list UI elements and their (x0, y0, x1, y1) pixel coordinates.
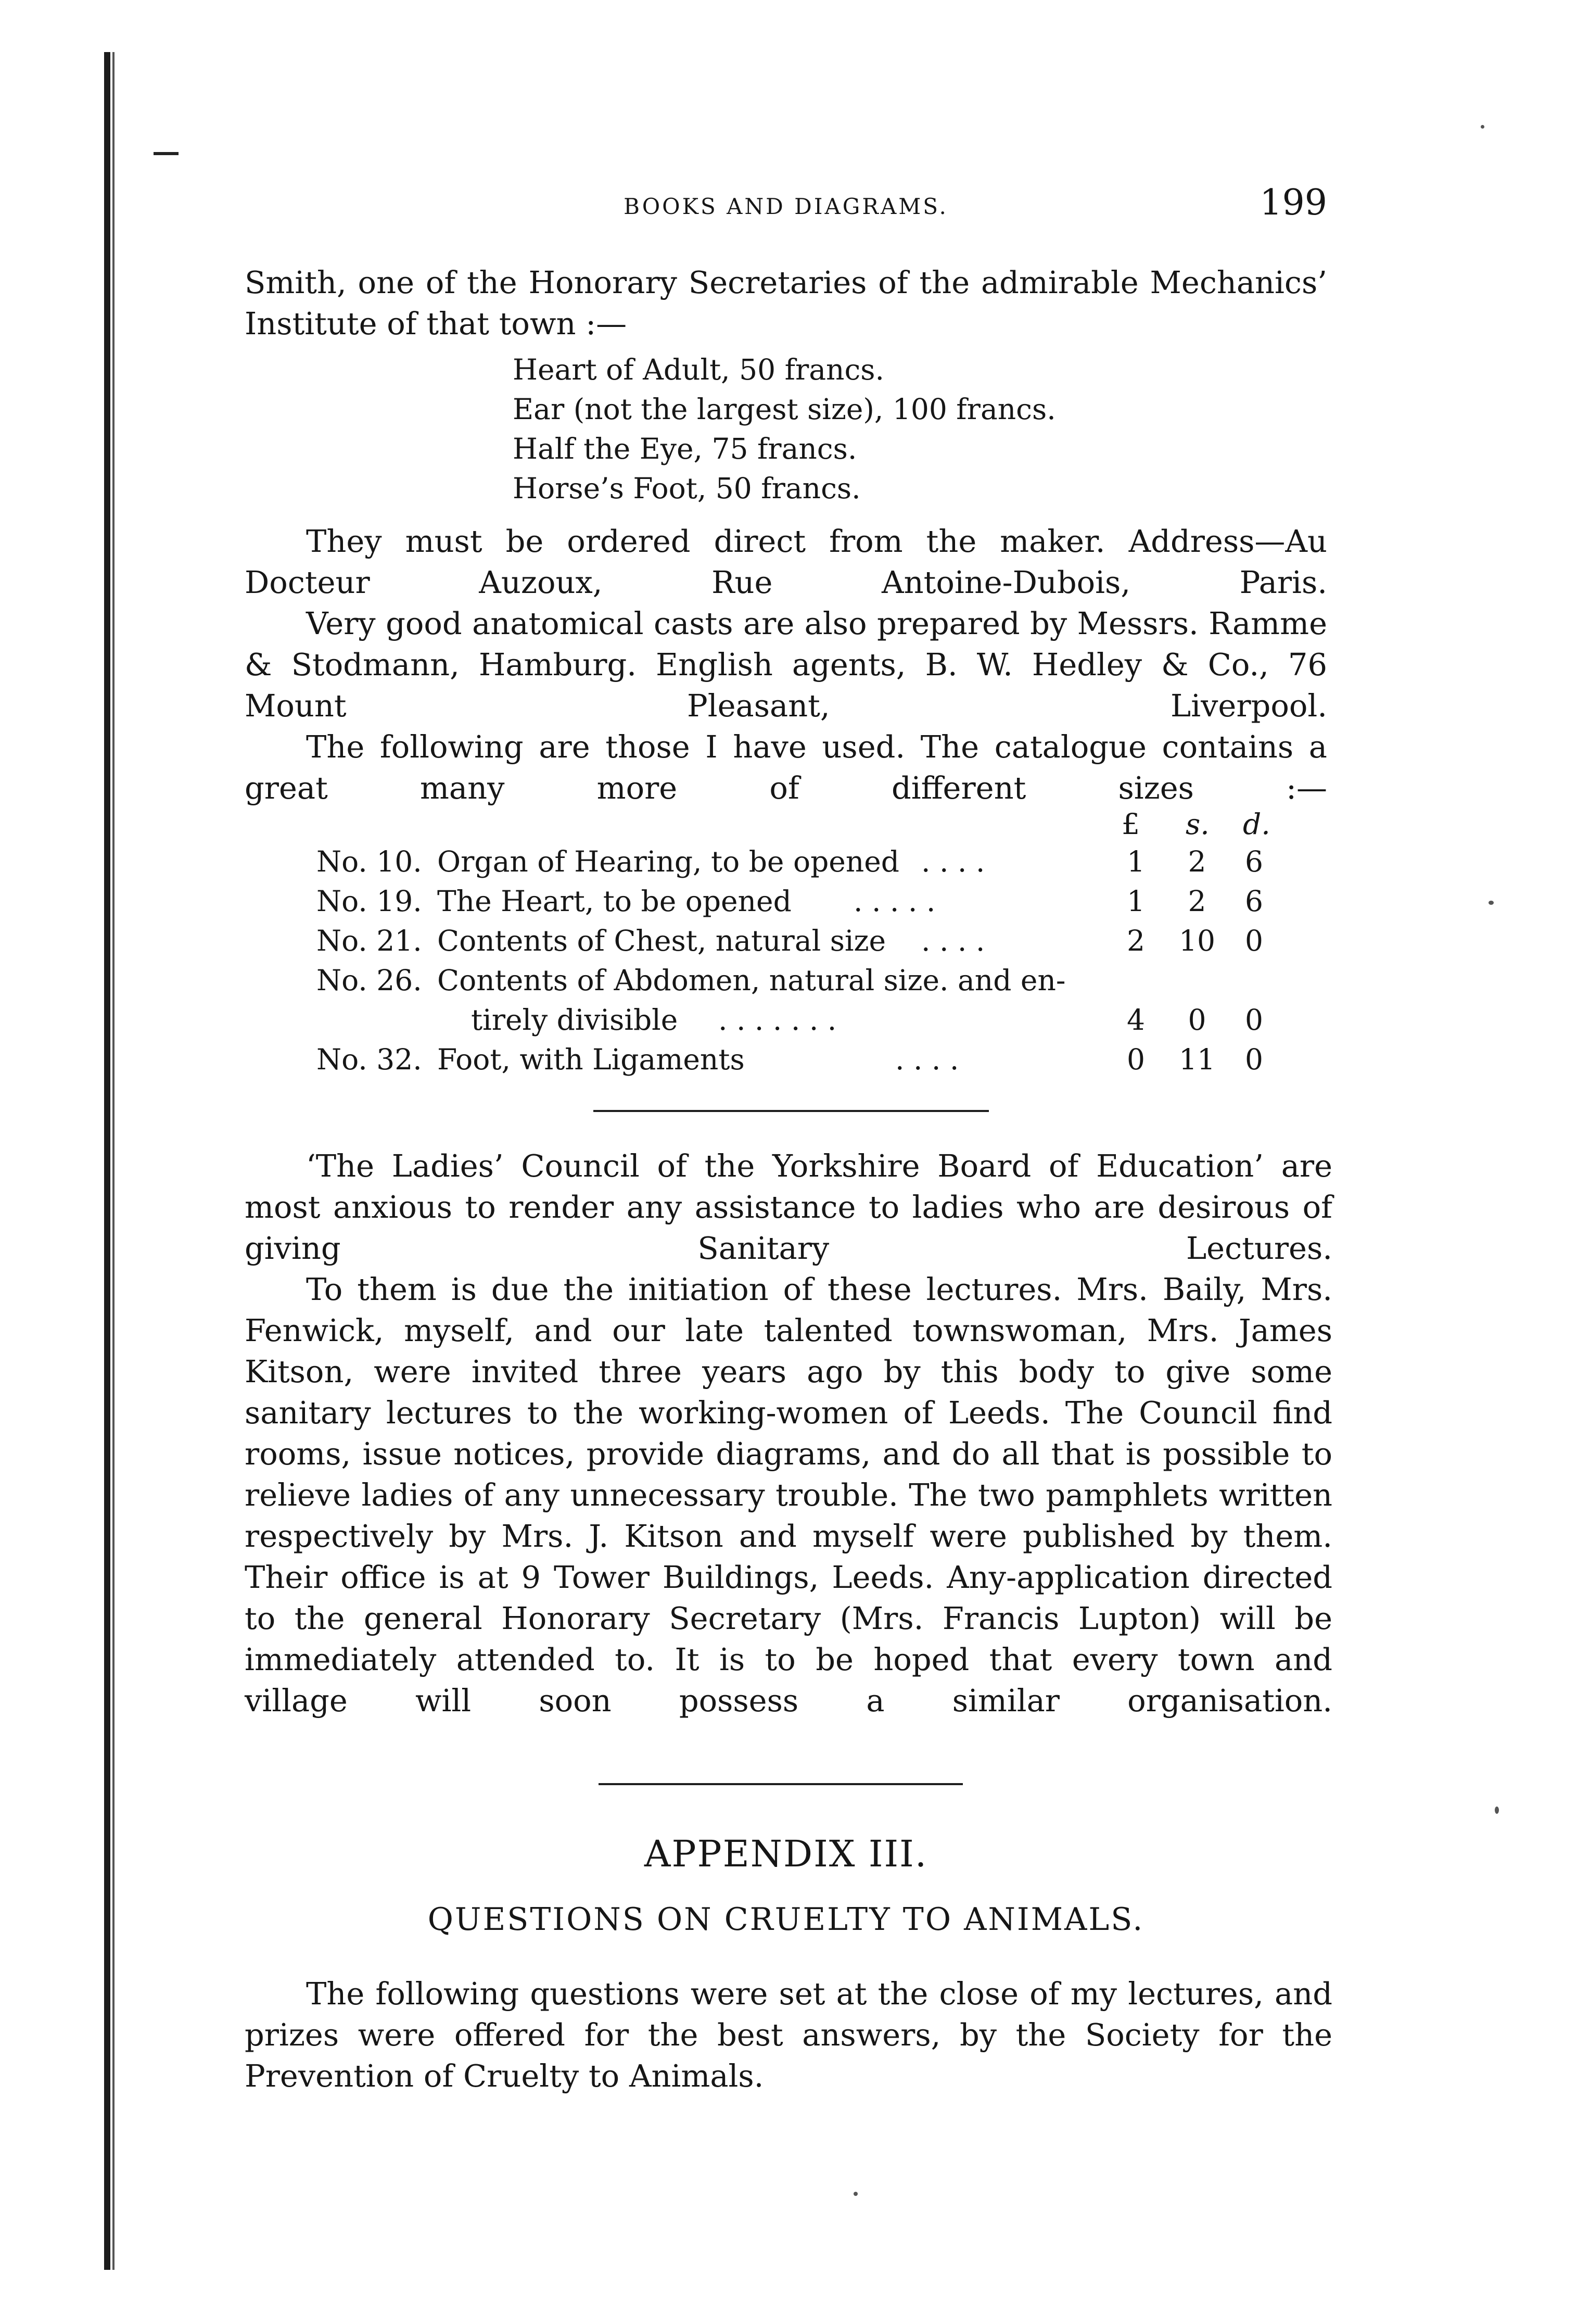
table-row-shillings: 2 (1188, 885, 1206, 918)
table-row-pounds: 1 (1127, 845, 1145, 878)
appendix-divider (599, 1783, 963, 1785)
intro-paragraph (245, 262, 1327, 344)
table-row-desc: The Heart, to be opened (437, 885, 792, 918)
table-row-shillings: 10 (1179, 924, 1215, 957)
table-row-desc: Organ of Hearing, to be opened (437, 845, 900, 878)
table-row-no: No. 19. (316, 885, 422, 918)
section-divider (593, 1110, 989, 1112)
intro-line-1: Smith, one of the Honorary Secretaries of the admirable Mechanics’ (245, 264, 1327, 300)
intro-line-2: Institute of that town :— (245, 306, 627, 342)
table-row-pence: 6 (1245, 885, 1263, 918)
page-number: 199 (1260, 182, 1327, 223)
auzoux-model-list (513, 350, 1056, 508)
running-head: BOOKS AND DIAGRAMS. (624, 194, 948, 219)
scan-speck (1495, 1807, 1499, 1814)
scan-speck (854, 2192, 858, 2196)
model-item: Half the Eye, 75 francs. (513, 432, 857, 465)
table-row-leaders: . . . . (921, 924, 985, 957)
table-row-pence: 6 (1245, 845, 1263, 878)
page-header (245, 182, 1327, 245)
casts-paragraph: Very good anatomical casts are also prepared by Messrs. Ramme & Stodmann, Hamburg. English agents, B. W. Hedley & Co., 76 Mount Pleasant, Liverpool. (245, 605, 1327, 724)
header-pounds: £ (1122, 807, 1140, 841)
table-row-no: No. 32. (316, 1043, 422, 1076)
table-row-no: No. 10. (316, 845, 422, 878)
header-pence: d. (1243, 807, 1270, 841)
binding-edge (104, 52, 110, 2270)
appendix-intro (245, 1973, 1332, 2096)
appendix-title: APPENDIX III. (644, 1833, 928, 1875)
ladies-council-paragraph-2: To them is due the initiation of these lectures. Mrs. Baily, Mrs. Fenwick, myself, and our late talented townswoman, Mrs. James Kitson, were invited three years ago by this body to give some sanitary lectures to the working-women of Leeds. The Council find rooms, issue notices, provide diagrams, and do all that is possible to relieve ladies of any unnecessary trouble. The two pamphlets written respectively by Mrs. J. Kitson and myself were published by them. Their office is at 9 Tower Buildings, Leeds. Any-application directed to the general Honorary Secretary (Mrs. Francis Lupton) will be immediately attended to. It is to be hoped that every town and village will soon possess a similar organisation. (245, 1271, 1332, 1719)
table-row-desc: Foot, with Ligaments (437, 1043, 745, 1076)
table-row-pounds: 4 (1127, 1003, 1145, 1037)
table-row-leaders: . . . . (921, 845, 985, 878)
table-row-pounds: 1 (1127, 885, 1145, 918)
table-row-no: No. 21. (316, 924, 422, 957)
following-used-paragraph: The following are those I have used. The catalogue contains a great many more of different sizes :— (245, 729, 1327, 806)
binding-edge-shadow (112, 52, 115, 2270)
appendix-intro-paragraph: The following questions were set at the close of my lectures, and prizes were offered for the best answers, by the Society for the Prevention of Cruelty to Animals. (245, 1976, 1332, 2094)
margin-mark (154, 152, 179, 155)
table-row-shillings: 0 (1188, 1003, 1206, 1037)
header-shillings: s. (1186, 807, 1210, 841)
scan-speck (1481, 125, 1484, 129)
table-row-leaders: . . . . . (854, 885, 936, 918)
appendix-subtitle: QUESTIONS ON CRUELTY TO ANIMALS. (427, 1901, 1144, 1938)
ladies-council-paragraph-1: ‘The Ladies’ Council of the Yorkshire Board of Education’ are most anxious to render any assistance to ladies who are desirous of giving Sanitary Lectures. (245, 1148, 1332, 1266)
ladies-council-section (245, 1145, 1332, 1721)
table-row-pounds: 2 (1127, 924, 1145, 957)
table-row-leaders: . . . . . . . (718, 1003, 837, 1037)
model-item: Heart of Adult, 50 francs. (513, 353, 884, 386)
table-row-desc: Contents of Chest, natural size (437, 924, 886, 957)
table-row-desc-continued: tirely divisible (471, 1003, 678, 1037)
table-row-shillings: 11 (1179, 1043, 1215, 1076)
scan-speck (1489, 901, 1494, 905)
model-item: Ear (not the largest size), 100 francs. (513, 393, 1056, 426)
table-row-no: No. 26. (316, 964, 422, 997)
table-row-desc: Contents of Abdomen, natural size. and en- (437, 964, 1066, 997)
table-row-pence: 0 (1245, 924, 1263, 957)
table-row-pence: 0 (1245, 1043, 1263, 1076)
table-row-pounds: 0 (1127, 1043, 1145, 1076)
table-row-leaders: . . . . (895, 1043, 959, 1076)
table-row-shillings: 2 (1188, 845, 1206, 878)
body-section-1 (245, 521, 1327, 809)
model-item: Horse’s Foot, 50 francs. (513, 472, 861, 505)
order-direct-paragraph: They must be ordered direct from the maker. Address—Au Docteur Auzoux, Rue Antoine-Dubois, Paris. (245, 523, 1327, 600)
table-row-pence: 0 (1245, 1003, 1263, 1037)
